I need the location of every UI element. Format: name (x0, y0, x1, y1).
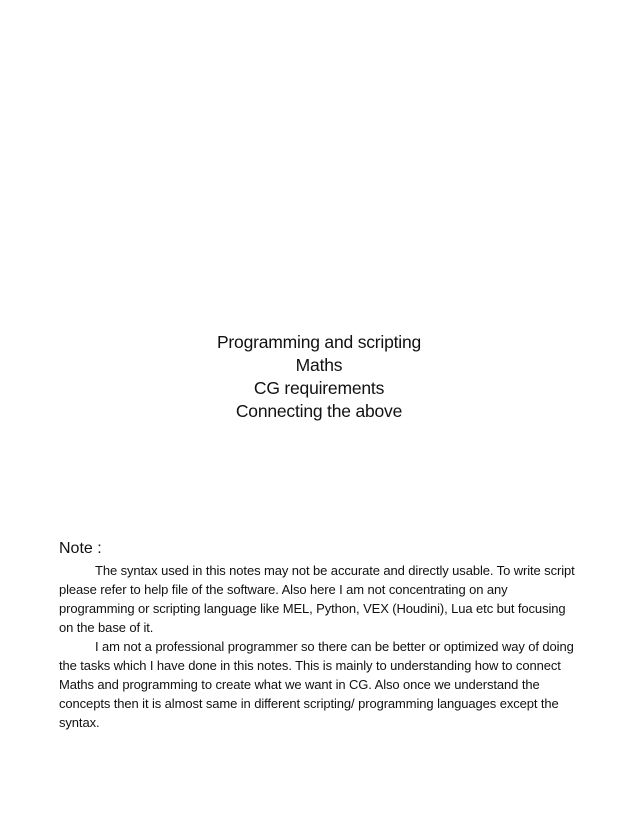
note-paragraph: I am not a professional programmer so there can be better or optimized way of doing the tasks which I have done in this notes. This is mainly to understanding how to connect Maths and programming to create what we want in CG. Also once we understand the concepts then it is almost same in different scripting/ programming languages except the syntax. (59, 639, 574, 730)
title-line-programming: Programming and scripting (216, 332, 422, 352)
title-block (0, 331, 638, 423)
title-line-connecting: Connecting the above (235, 401, 403, 421)
title-line-cg-requirements: CG requirements (253, 378, 385, 398)
note-heading: Note : (59, 540, 102, 557)
note-paragraph: The syntax used in this notes may not be accurate and directly usable. To write script please refer to help file of the software. Also here I am not concentrating on any programming or scripting language like MEL, Python, VEX (Houdini), Lua etc but focusing on the base of it. (59, 563, 575, 635)
title-line-maths: Maths (295, 355, 343, 375)
note-section (59, 538, 579, 732)
